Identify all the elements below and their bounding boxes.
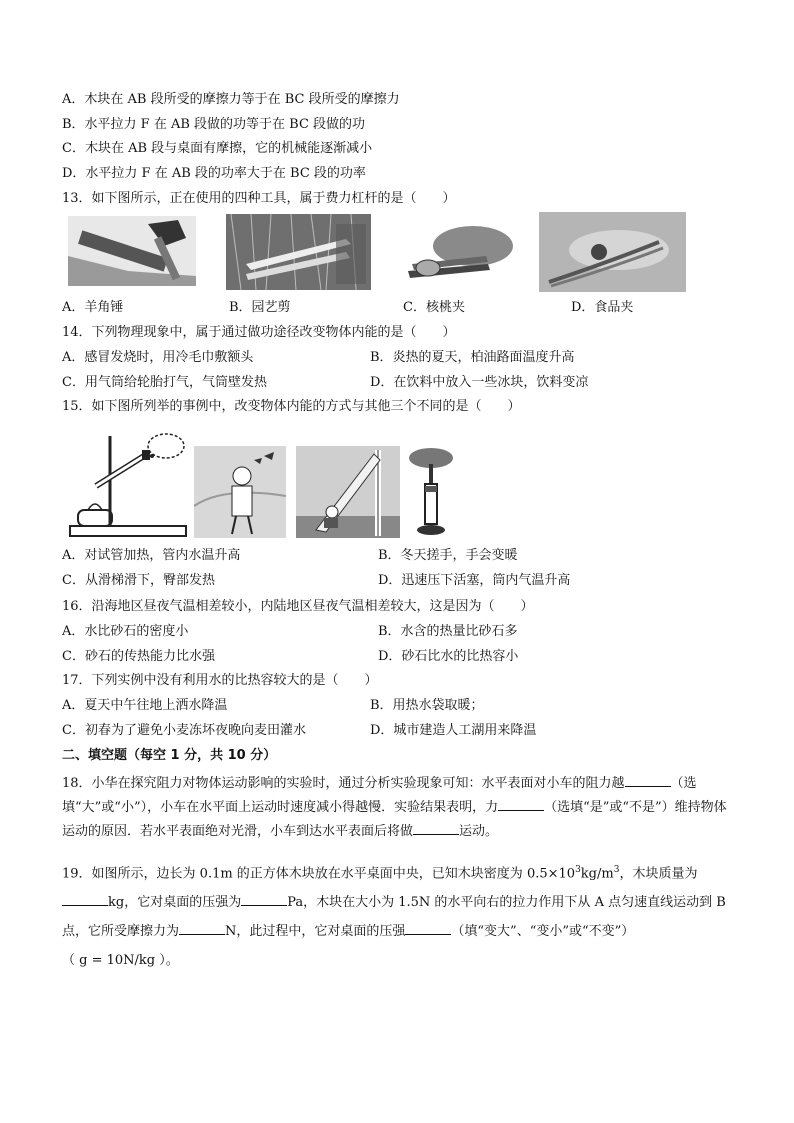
q18-text	[62, 772, 734, 844]
piston-figure	[405, 446, 455, 538]
rubbing-hands-figure	[194, 446, 286, 538]
q19-exponent: 3	[575, 865, 581, 875]
nutcracker-photo	[398, 216, 518, 288]
q16-option-a: A．水比砂石的密度小	[62, 624, 189, 639]
q12-option-a: A．木块在 AB 段所受的摩擦力等于在 BC 段所受的摩擦力	[62, 92, 400, 107]
q19-blank-1[interactable]	[62, 893, 108, 906]
q15-option-d: D．迅速压下活塞，筒内气温升高	[378, 573, 571, 588]
q19-part-2: kg，它对桌面的压强为	[108, 895, 242, 911]
garden-shears-photo	[226, 214, 371, 290]
q14-option-d: D．在饮料中放入一些冰块，饮料变凉	[370, 375, 589, 390]
q14-stem: 14．下列物理现象中，属于通过做功途径改变物体内能的是（ ）	[62, 325, 456, 340]
q19-blank-4[interactable]	[405, 922, 451, 935]
q19-part-1c: ，木块质量为	[619, 866, 698, 882]
q12-option-c: C．木块在 AB 段与桌面有摩擦，它的机械能逐渐减小	[62, 141, 373, 156]
slide-figure	[296, 446, 400, 538]
q13-option-c: C．核桃夹	[403, 300, 465, 315]
claw-hammer-photo	[68, 216, 196, 286]
q17-option-a: A．夏天中午往地上洒水降温	[62, 698, 228, 713]
q18-part-3: （选填“是”或“不是”）维持物体运动的原因．若水平表面绝对光滑，小车到达水平表面后将做	[62, 800, 727, 839]
q15-option-a: A．对试管加热，管内水温升高	[62, 548, 241, 563]
q16-option-d: D．砂石比水的比热容小	[378, 649, 519, 664]
q18-blank-2[interactable]	[498, 798, 544, 811]
q14-option-b: B．炎热的夏天，柏油路面温度升高	[370, 350, 575, 365]
q13-option-b: B．园艺剪	[229, 300, 291, 315]
q17-option-b: B．用热水袋取暖；	[370, 698, 484, 713]
q19-unit: kg/m	[580, 866, 614, 882]
q18-part-2: （选填“大”或“小”），小车在水平面上运动时速度减小得越慢．实验结果表明，力	[62, 776, 697, 815]
q15-option-c: C．从滑梯滑下，臀部发热	[62, 573, 215, 588]
q17-option-d: D．城市建造人工湖用来降温	[370, 723, 537, 738]
q14-option-a: A．感冒发烧时，用冷毛巾敷额头	[62, 350, 254, 365]
q19-unit-exponent: 3	[613, 865, 620, 875]
q18-part-1: 18．小华在探究阻力对物体运动影响的实验时，通过分析实验现象可知：水平表面对小车的阻力越	[62, 776, 625, 791]
q14-option-c: C．用气筒给轮胎打气，气筒壁发热	[62, 375, 267, 390]
q19-part-3: Pa，木块在大小为 1.5N 的水平向右的拉力作用下从 A 点匀速直线运动到 B 点，它所受摩擦力为	[62, 895, 726, 940]
q18-blank-1[interactable]	[625, 774, 671, 787]
q19-text	[62, 856, 734, 975]
q15-option-b: B．冬天搓手，手会变暖	[378, 548, 518, 563]
q15-stem: 15．如下图所列举的事例中，改变物体内能的方式与其他三个不同的是（ ）	[62, 399, 521, 414]
q19-part-6: （ g = 10N/kg ）。	[62, 953, 179, 969]
q17-option-c: C．初春为了避免小麦冻坏夜晚向麦田灌水	[62, 723, 306, 738]
q19-part-5: （填“变大”、“变小”或“不变”）	[451, 924, 635, 940]
q19-part-4: N，此过程中，它对桌面的压强	[225, 924, 406, 940]
q16-option-c: C．砂石的传热能力比水强	[62, 649, 215, 664]
q12-option-b: B．水平拉力 F 在 AB 段做的功等于在 BC 段做的功	[62, 117, 366, 132]
food-tongs-photo	[539, 212, 686, 292]
q16-option-b: B．水含的热量比砂石多	[378, 624, 518, 639]
q19-part-1: 19．如图所示，边长为 0.1m 的正方体木块放在水平桌面中央，已知木块密度为 0.5×10	[62, 866, 576, 882]
q18-part-4: 运动。	[459, 824, 499, 839]
q19-blank-3[interactable]	[179, 922, 225, 935]
q19-blank-2[interactable]	[241, 893, 287, 906]
q13-stem: 13．如下图所示，正在使用的四种工具，属于费力杠杆的是（ ）	[62, 191, 456, 206]
section-2-title: 二、填空题（每空 1 分，共 10 分）	[62, 748, 277, 763]
q13-option-a: A．羊角锤	[62, 300, 124, 315]
q13-option-d: D．食品夹	[571, 300, 634, 315]
q17-stem: 17．下列实例中没有利用水的比热容较大的是（ ）	[62, 673, 378, 688]
q16-stem: 16．沿海地区昼夜气温相差较小，内陆地区昼夜气温相差较大，这是因为（ ）	[62, 599, 534, 614]
q12-option-d: D．水平拉力 F 在 AB 段的功率大于在 BC 段的功率	[62, 166, 366, 181]
test-tube-heating-figure	[66, 428, 192, 540]
q18-blank-3[interactable]	[413, 822, 459, 835]
